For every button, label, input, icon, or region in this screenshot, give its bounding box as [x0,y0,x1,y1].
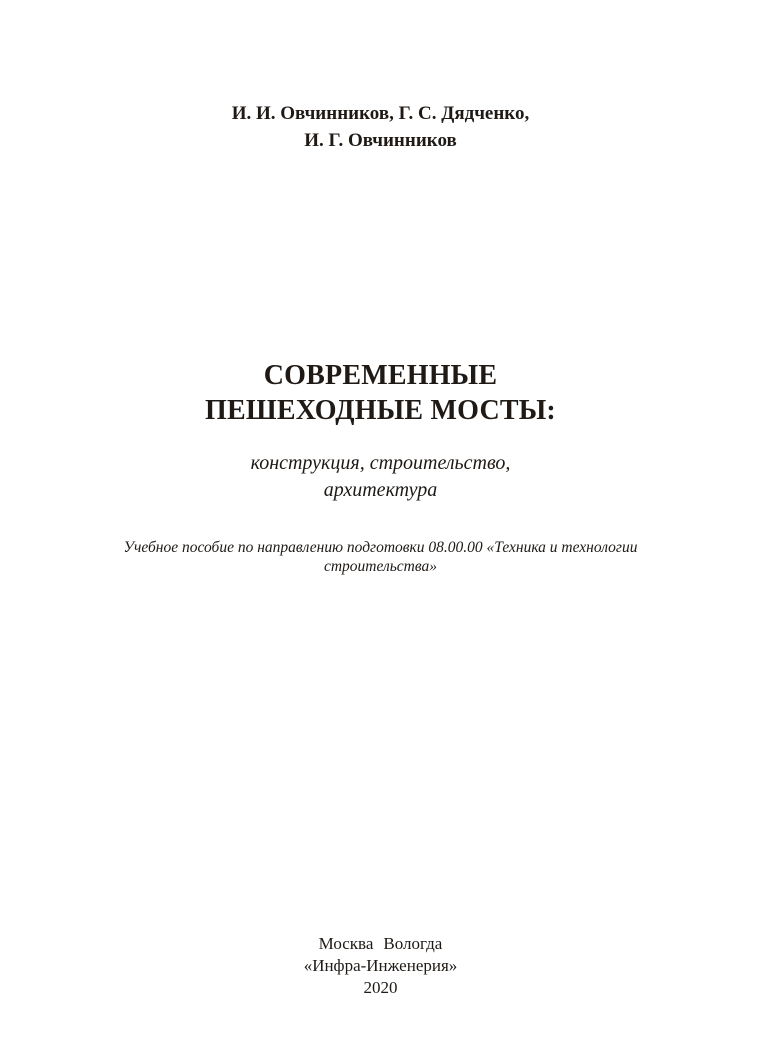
authors-line-2: И. Г. Овчинников [304,130,457,151]
book-subtitle-line-2: архитектура [323,479,438,501]
book-title [0,358,761,428]
imprint-year: 2020 [363,978,398,997]
book-purpose-line-2: строительства» [323,558,438,575]
book-title-line-1: СОВРЕМЕННЫЕ [263,360,498,391]
imprint-city-vologda: Вологда [383,934,443,953]
imprint-cities [0,933,761,955]
book-purpose-line-1: Учебное пособие по направлению подготовки 08.00.00 «Техника и технологии [123,539,638,556]
book-purpose [60,538,701,576]
imprint [0,933,761,999]
imprint-publisher: «Инфра-Инженерия» [303,956,458,975]
book-subtitle [0,450,761,504]
book-title-line-2: ПЕШЕХОДНЫЕ МОСТЫ: [205,395,556,426]
book-subtitle-line-1: конструкция, строительство, [250,452,511,474]
authors [0,100,761,154]
imprint-city-moscow: Москва [318,934,374,953]
authors-line-1: И. И. Овчинников, Г. С. Дядченко, [231,103,530,124]
